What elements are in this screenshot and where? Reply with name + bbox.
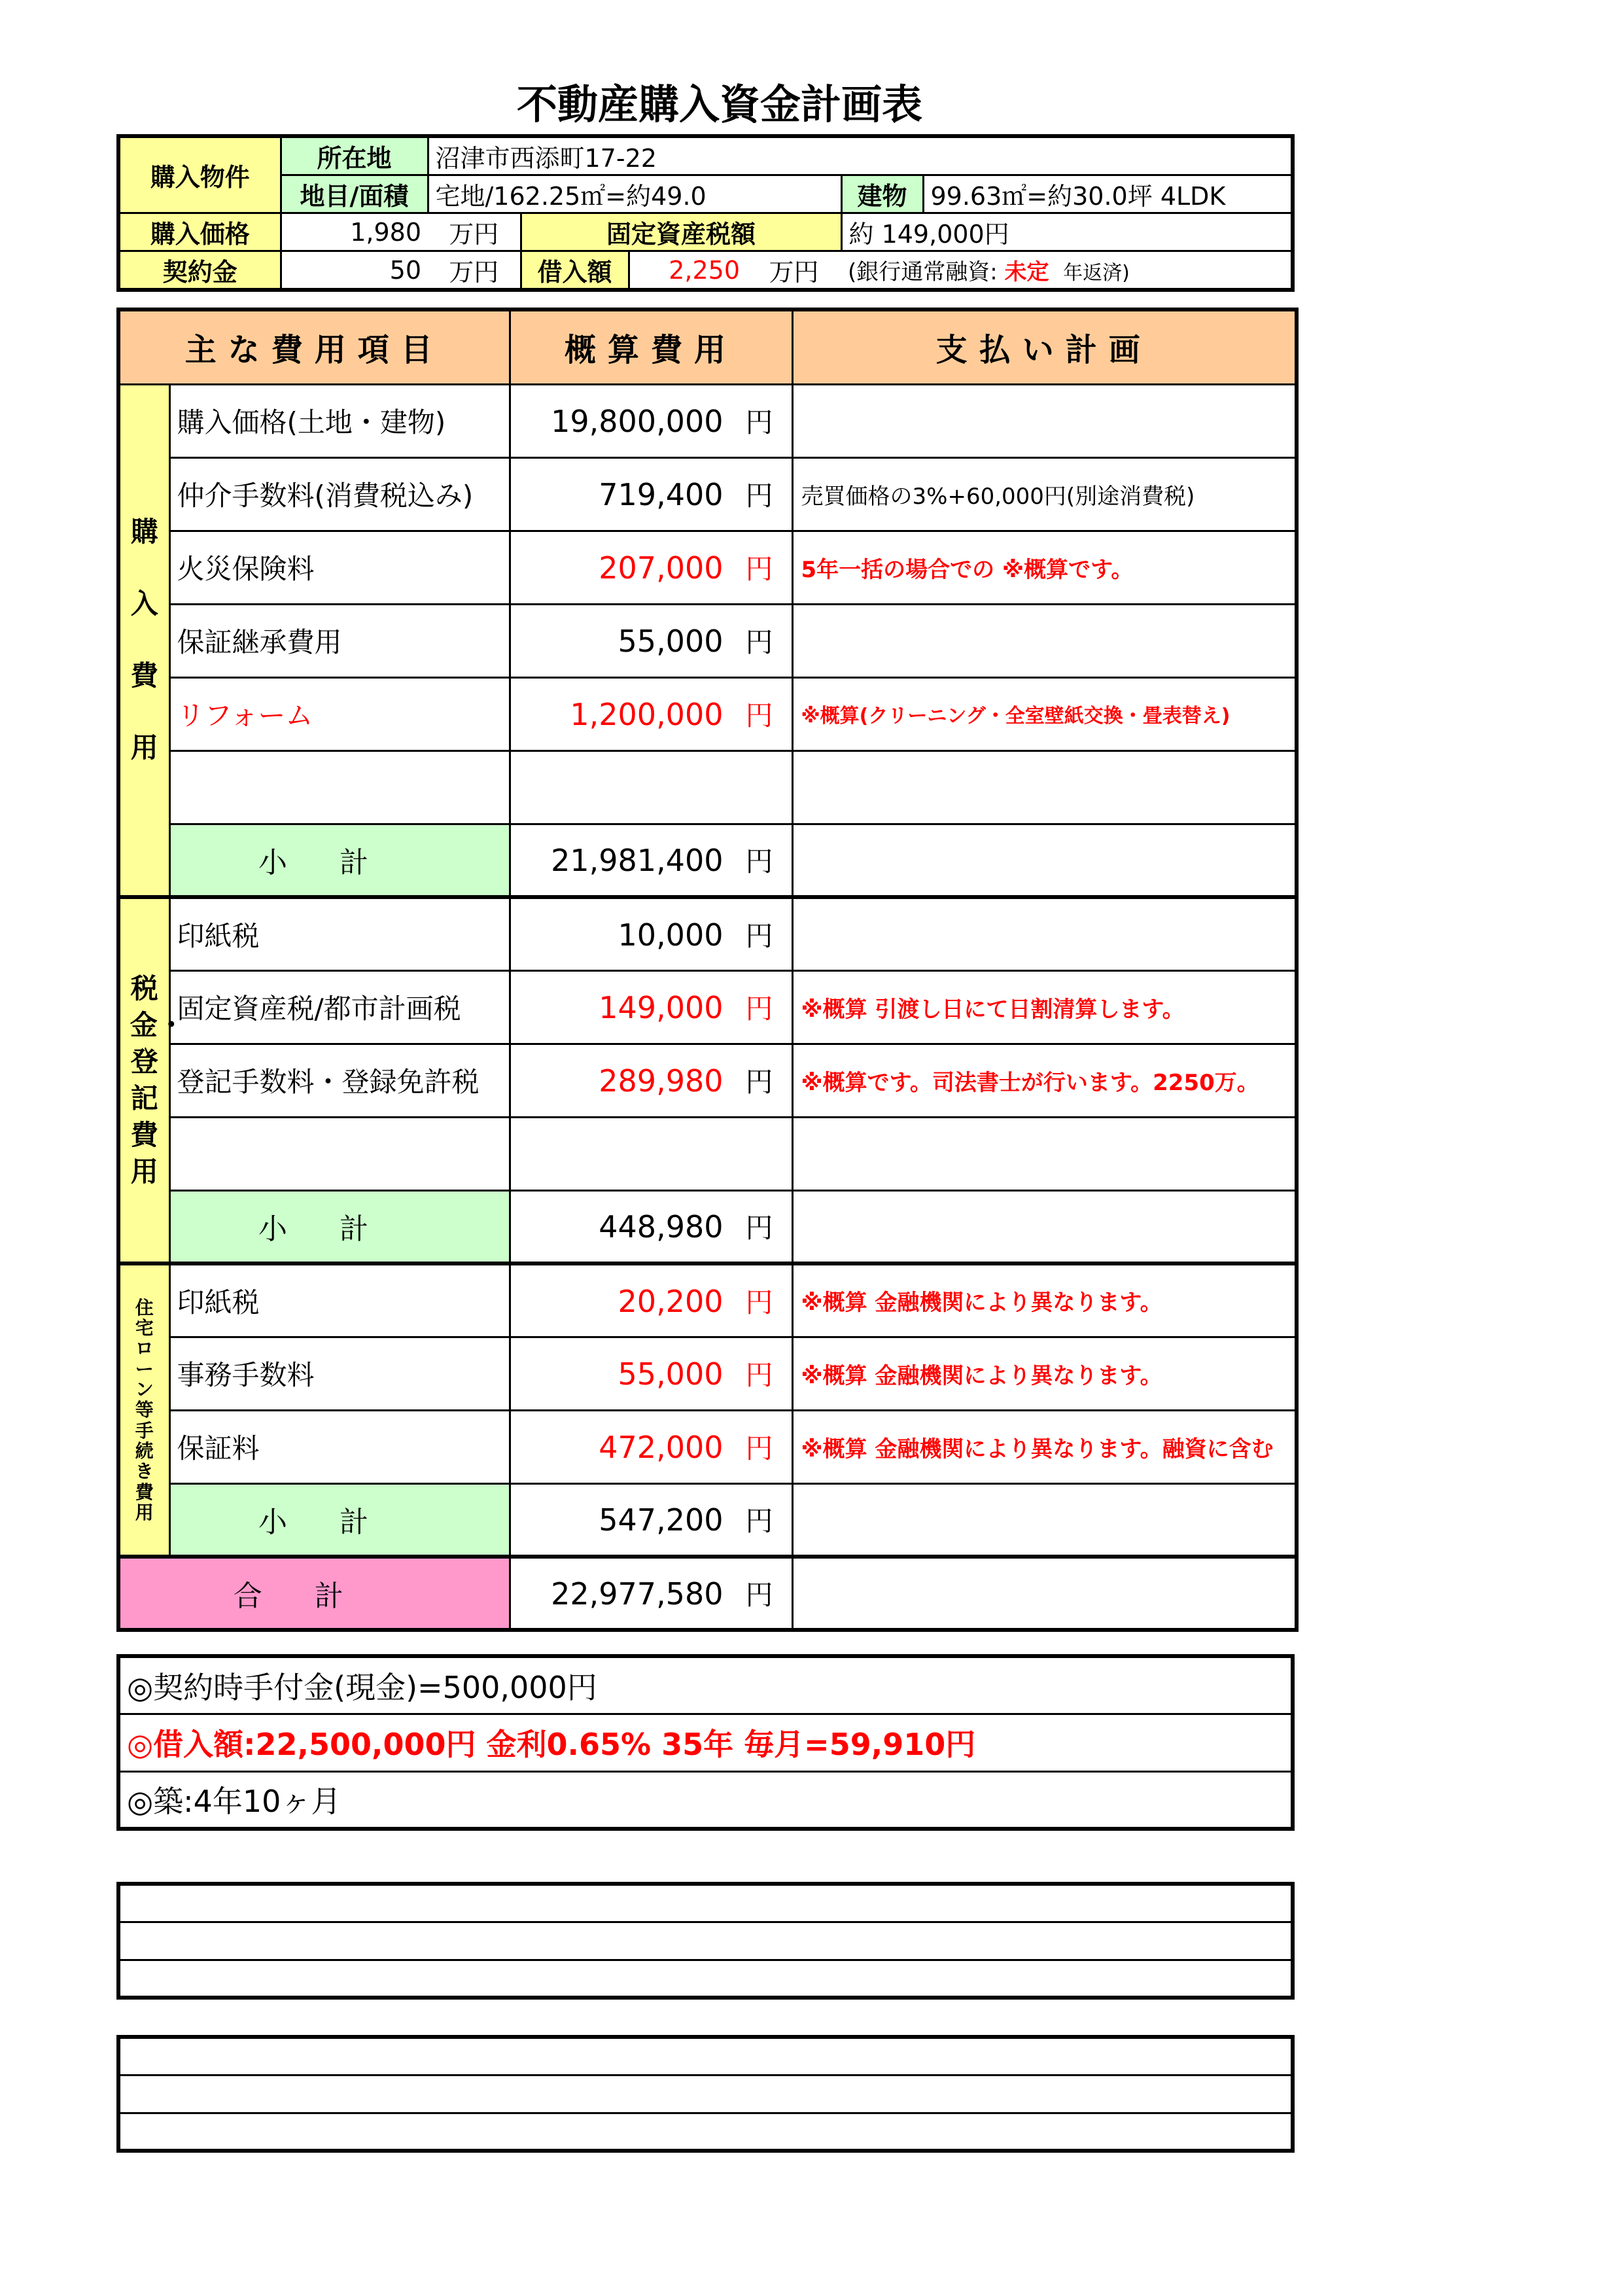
row-note [792,384,1297,457]
blank-row [118,1922,1293,1960]
row-amount: 10,000 円 [510,897,792,970]
row-amount: 289,980 円 [510,1044,792,1117]
row-note [792,604,1297,677]
total-note [792,1557,1297,1630]
tax-label: 固定資産税額 [521,213,841,251]
section-label-loan: 住宅ローン等手続き費用 [118,1263,169,1557]
row-note: 5年一括の場合での ※概算です。 [792,531,1297,604]
loan-value: 2,250 [629,251,746,291]
total-label: 合計 [118,1557,510,1630]
section-label-purchase: 購入費用 [118,384,169,897]
subtotal-label: 小計 [169,1190,510,1263]
row-item: 保証料 [169,1410,510,1483]
subtotal-label: 小計 [169,1483,510,1557]
bank-status: 未定 [1004,259,1049,285]
row-item-empty [169,751,510,824]
bank-prefix: (銀行通常融資: [848,259,998,285]
row-item: 仲介手数料(消費税込み) [169,457,510,531]
row-amount: 1,200,000 円 [510,677,792,751]
row-item: 購入価格(土地・建物) [169,384,510,457]
blank-row [118,1960,1293,1998]
row-item: 固定資産税/都市計画税 [169,970,510,1044]
deposit-label: 契約金 [118,251,281,291]
row-note: ※概算 金融機関により異なります。 [792,1337,1297,1410]
row-note: ※概算 引渡し日にて日割清算します。 [792,970,1297,1044]
row-amount: 472,000 円 [510,1410,792,1483]
location-label: 所在地 [281,136,428,175]
note-age: ◎築:4年10ヶ月 [118,1771,1293,1829]
row-item: 登記手数料・登録免許税 [169,1044,510,1117]
row-item-empty [169,1117,510,1190]
row-item: 印紙税 [169,1263,510,1337]
subtotal-amount: 547,200 円 [510,1483,792,1557]
row-item: 火災保険料 [169,531,510,604]
subtotal-amount: 448,980 円 [510,1190,792,1263]
row-note: ※概算 金融機関により異なります。 [792,1263,1297,1337]
page-title: 不動産購入資金計画表 [516,80,922,128]
land-value: 宅地/162.25㎡=約49.0 [428,175,841,213]
loan-unit: 万円 [746,251,841,291]
property-label: 購入物件 [118,136,281,213]
note-loan: ◎借入額:22,500,000円 金利0.65% 35年 毎月=59,910円 [118,1714,1293,1771]
property-info-table [116,134,1295,292]
subtotal-note [792,1483,1297,1557]
blank-box-2 [116,2035,1295,2153]
tax-value: 約 149,000円 [841,213,1293,251]
row-note: ※概算です。司法書士が行います。2250万。 [792,1044,1297,1117]
blank-row [118,2113,1293,2151]
row-note: ※概算(クリーニング・全室壁紙交換・畳表替え) [792,677,1297,751]
price-label: 購入価格 [118,213,281,251]
row-amount: 207,000 円 [510,531,792,604]
cost-table [116,308,1299,1632]
row-amount-empty [510,1117,792,1190]
row-note-empty [792,751,1297,824]
col-header-item: 主な費用項目 [118,309,510,384]
row-amount: 719,400 円 [510,457,792,531]
row-note: ※概算 金融機関により異なります。融資に含む [792,1410,1297,1483]
blank-box-1 [116,1882,1295,2000]
section-label-tax: 税金・登記費用 [118,897,169,1263]
row-note [792,897,1297,970]
col-header-cost: 概算費用 [510,309,792,384]
row-amount: 149,000 円 [510,970,792,1044]
row-amount: 55,000 円 [510,1337,792,1410]
subtotal-note [792,824,1297,897]
land-label: 地目/面積 [281,175,428,213]
bank-suffix: 年返済) [1063,262,1130,285]
col-header-plan: 支払い計画 [792,309,1297,384]
blank-row [118,1884,1293,1922]
subtotal-amount: 21,981,400 円 [510,824,792,897]
row-item: 保証継承費用 [169,604,510,677]
notes-box [116,1654,1295,1831]
row-amount: 20,200 円 [510,1263,792,1337]
price-value: 1,980 [281,213,428,251]
row-amount: 55,000 円 [510,604,792,677]
row-item: 印紙税 [169,897,510,970]
row-note-empty [792,1117,1297,1190]
blank-row [118,2075,1293,2113]
blank-row [118,2037,1293,2075]
building-label: 建物 [841,175,923,213]
total-amount: 22,977,580 円 [510,1557,792,1630]
row-item: 事務手数料 [169,1337,510,1410]
row-note: 売買価格の3%+60,000円(別途消費税) [792,457,1297,531]
row-item: リフォーム [169,677,510,751]
row-amount: 19,800,000 円 [510,384,792,457]
loan-label: 借入額 [521,251,629,291]
building-value: 99.63㎡=約30.0坪 4LDK [923,175,1293,213]
subtotal-note [792,1190,1297,1263]
bank-info [841,251,1293,291]
row-amount-empty [510,751,792,824]
deposit-value: 50 [281,251,428,291]
deposit-unit: 万円 [428,251,521,291]
subtotal-label: 小計 [169,824,510,897]
note-deposit: ◎契約時手付金(現金)=500,000円 [118,1656,1293,1714]
location-value: 沼津市西添町17-22 [428,136,1293,175]
price-unit: 万円 [428,213,521,251]
